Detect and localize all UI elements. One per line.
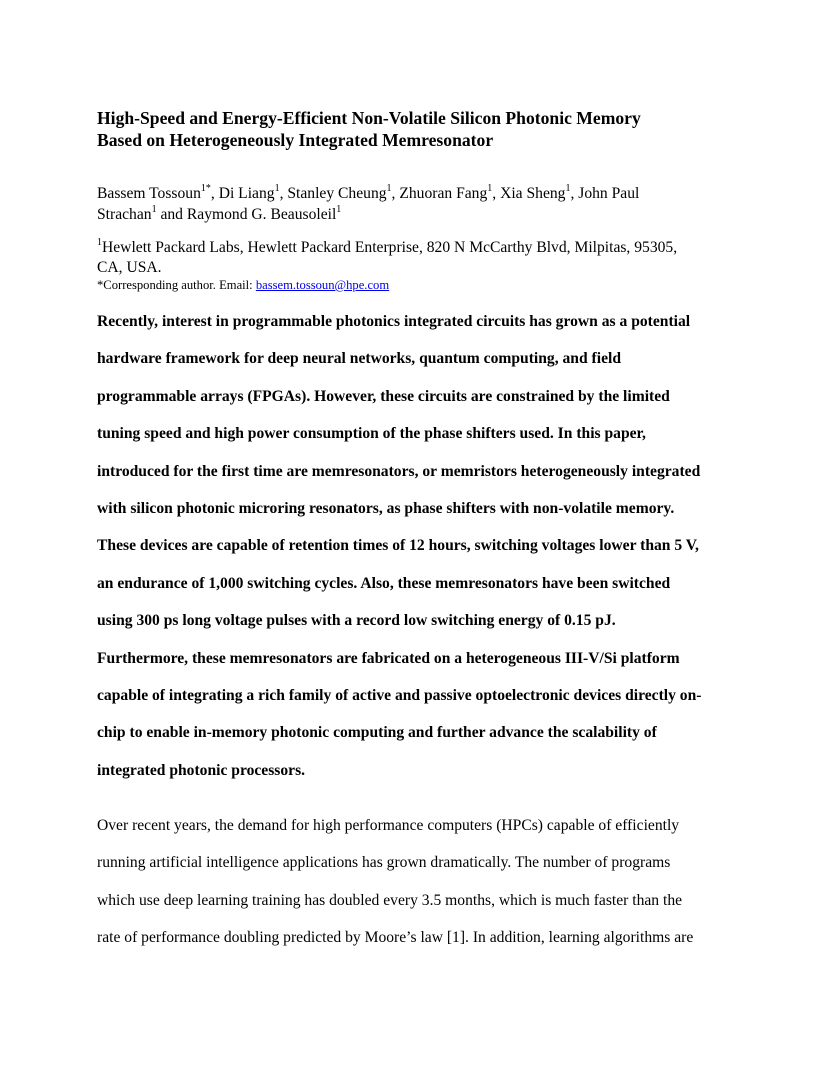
abstract-line: an endurance of 1,000 switching cycles. Also, these memresonators have been switched <box>97 574 671 592</box>
abstract-line: using 300 ps long voltage pulses with a record low switching energy of 0.15 pJ. <box>97 612 616 630</box>
corresponding-author <box>97 277 389 293</box>
body-line: which use deep learning training has doubled every 3.5 months, which is much faster than the <box>97 891 683 909</box>
affiliation <box>97 238 737 278</box>
affiliation-mark: 1 <box>97 236 102 248</box>
abstract-line: Furthermore, these memresonators are fabricated on a heterogeneous III-V/Si platform <box>97 649 680 667</box>
body-paragraph <box>97 816 737 966</box>
author-list <box>97 183 737 225</box>
title-line: Based on Heterogeneously Integrated Memresonator <box>97 130 494 150</box>
corresponding-label: *Corresponding author. Email: <box>97 278 256 292</box>
abstract-line: introduced for the first time are memresonators, or memristors heterogeneously integrated <box>97 462 701 480</box>
author-text: , Xia Sheng <box>492 185 566 202</box>
body-line: rate of performance doubling predicted by Moore’s law [1]. In addition, learning algorithms are <box>97 929 694 947</box>
author-affiliation-mark: 1 <box>386 182 392 194</box>
title-line: High-Speed and Energy-Efficient Non-Volatile Silicon Photonic Memory <box>97 108 641 128</box>
email-link[interactable]: bassem.tossoun@hpe.com <box>255 278 390 292</box>
author-line <box>97 204 737 225</box>
author-text: Bassem Tossoun <box>97 185 201 202</box>
author-line <box>97 183 737 204</box>
abstract-line: tuning speed and high power consumption of the phase shifters used. In this paper, <box>97 425 646 443</box>
author-affiliation-mark: 1 <box>565 182 571 194</box>
body-line: running artificial intelligence applications has grown dramatically. The number of programs <box>97 854 671 872</box>
body-line: Over recent years, the demand for high performance computers (HPCs) capable of efficiently <box>97 817 680 834</box>
author-affiliation-mark: 1 <box>274 182 280 194</box>
abstract <box>97 312 737 798</box>
affiliation-text: Hewlett Packard Labs, Hewlett Packard Enterprise, 820 N McCarthy Blvd, Milpitas, 95305, <box>102 239 678 256</box>
author-affiliation-mark: 1 <box>336 203 342 215</box>
affiliation-line <box>97 238 737 258</box>
author-text: , Di Liang <box>210 185 275 202</box>
author-text: Strachan <box>97 206 152 223</box>
author-affiliation-mark: 1 <box>487 182 493 194</box>
abstract-line: chip to enable in-memory photonic computing and further advance the scalability of <box>97 724 657 742</box>
abstract-line: Recently, interest in programmable photonics integrated circuits has grown as a potential <box>97 313 691 330</box>
abstract-line: with silicon photonic microring resonators, as phase shifters with non-volatile memory. <box>97 499 675 517</box>
author-affiliation-mark: 1 <box>151 203 157 215</box>
abstract-line: These devices are capable of retention times of 12 hours, switching voltages lower than 5 V, <box>97 537 699 555</box>
author-text: , Stanley Cheung <box>279 185 387 202</box>
abstract-line: programmable arrays (FPGAs). However, these circuits are constrained by the limited <box>97 387 670 405</box>
affiliation-line: CA, USA. <box>97 259 162 276</box>
abstract-line: hardware framework for deep neural networks, quantum computing, and field <box>97 350 621 368</box>
author-text: and Raymond G. Beausoleil <box>156 206 337 223</box>
abstract-line: integrated photonic processors. <box>97 761 306 779</box>
author-affiliation-mark: 1* <box>200 182 211 194</box>
paper-title <box>97 107 737 151</box>
author-text: , John Paul <box>570 185 640 202</box>
abstract-line: capable of integrating a rich family of active and passive optoelectronic devices directly on- <box>97 686 702 704</box>
author-text: , Zhuoran Fang <box>391 185 488 202</box>
